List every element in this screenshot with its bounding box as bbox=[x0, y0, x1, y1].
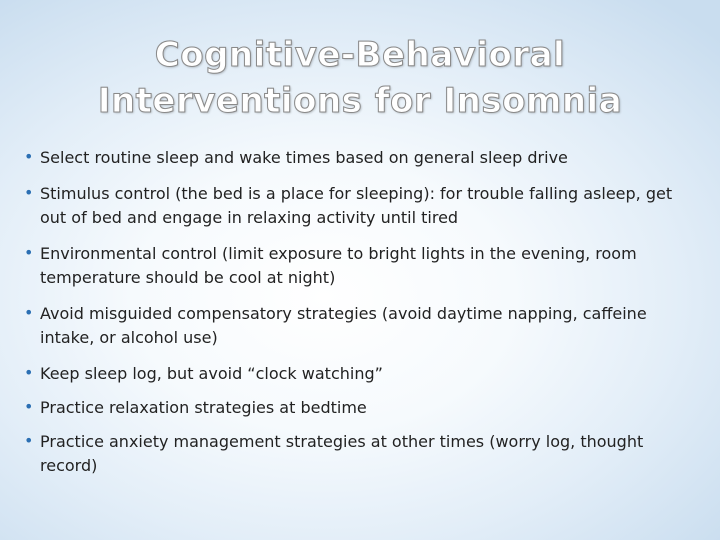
bullet-item bbox=[22, 430, 682, 478]
slide-title-line-1: Cognitive-Behavioral bbox=[154, 35, 566, 75]
slide-title-line-2: Interventions for Insomnia bbox=[97, 81, 623, 121]
bullet-text: Environmental control (limit exposure to bright lights in the evening, room temperature should be cool at night) bbox=[40, 244, 637, 287]
bullet-item bbox=[22, 242, 682, 290]
bullet-list bbox=[22, 146, 682, 490]
bullet-text: Keep sleep log, but avoid “clock watching” bbox=[40, 364, 383, 383]
bullet-item bbox=[22, 302, 682, 350]
bullet-item bbox=[22, 362, 682, 386]
bullet-text: Practice anxiety management strategies at other times (worry log, thought record) bbox=[40, 432, 644, 475]
bullet-icon: • bbox=[24, 431, 34, 450]
bullet-item bbox=[22, 146, 682, 170]
bullet-text: Avoid misguided compensatory strategies (avoid daytime napping, caffeine intake, or alcohol use) bbox=[40, 304, 647, 347]
bullet-text: Select routine sleep and wake times based on general sleep drive bbox=[40, 148, 568, 167]
bullet-icon: • bbox=[24, 147, 34, 166]
bullet-item bbox=[22, 396, 682, 420]
bullet-icon: • bbox=[24, 183, 34, 202]
bullet-text: Practice relaxation strategies at bedtime bbox=[40, 398, 367, 417]
bullet-icon: • bbox=[24, 363, 34, 382]
bullet-icon: • bbox=[24, 243, 34, 262]
bullet-item bbox=[22, 182, 682, 230]
slide-title bbox=[0, 32, 720, 124]
bullet-icon: • bbox=[24, 303, 34, 322]
bullet-text: Stimulus control (the bed is a place for sleeping): for trouble falling asleep, get out of bed and engage in relaxing activity until tired bbox=[40, 184, 673, 227]
bullet-icon: • bbox=[24, 397, 34, 416]
